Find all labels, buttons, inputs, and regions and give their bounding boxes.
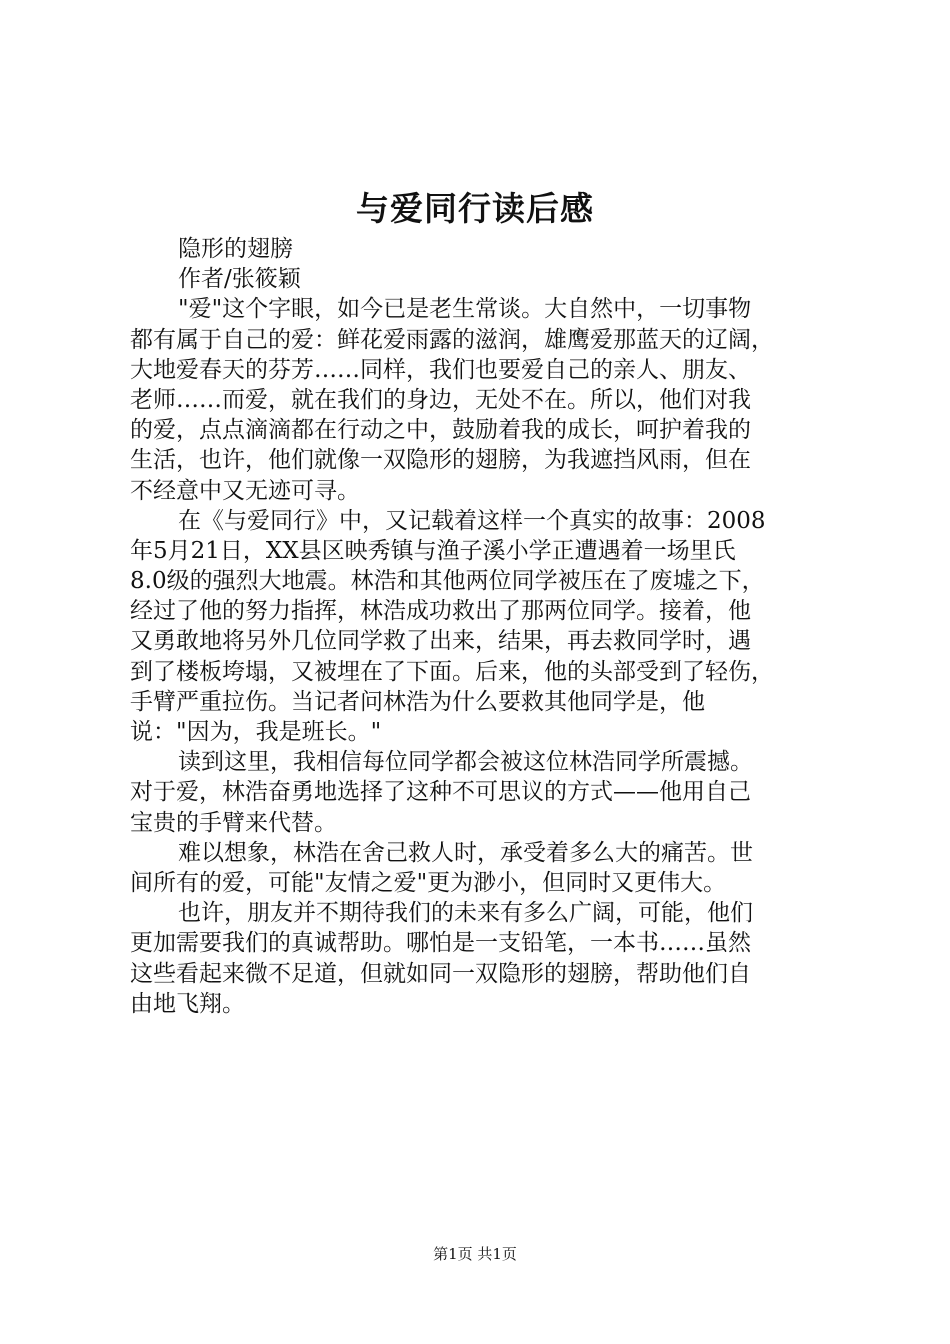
text-line: 老师……而爱，就在我们的身边，无处不在。所以，他们对我 [130,386,751,413]
text-line: "爱"这个字眼，如今已是老生常谈。大自然中，一切事物 [178,296,752,323]
text-line: 大地爱春天的芬芳……同样，我们也要爱自己的亲人、朋友、 [130,356,751,383]
text-line: 又勇敢地将另外几位同学救了出来，结果，再去救同学时，遇 [130,628,751,655]
text-line: 的爱，点点滴滴都在行动之中，鼓励着我的成长，呵护着我的 [130,417,751,444]
text-line: 到了楼板垮塌，又被埋在了下面。后来，他的头部受到了轻伤， [130,658,774,685]
text-line: 不经意中又无迹可寻。 [130,477,360,504]
text-line: 说："因为，我是班长。" [130,719,382,745]
text-line: 在《与爱同行》中，又记载着这样一个真实的故事：2008 [178,507,766,534]
page-footer: 第1页 共1页 [433,1245,517,1263]
text-line: 作者/张筱颖 [178,266,301,293]
text-line: 读到这里，我相信每位同学都会被这位林浩同学所震撼。 [178,749,753,776]
document-body [130,234,832,1019]
text-line: 宝贵的手臂来代替。 [130,809,337,836]
text-line: 更加需要我们的真诚帮助。哪怕是一支铅笔，一本书……虽然 [130,930,751,957]
text-line: 8.0级的强烈大地震。林浩和其他两位同学被压在了废墟之下， [130,568,765,595]
text-line: 隐形的翅膀 [178,236,293,262]
text-line: 对于爱，林浩奋勇地选择了这种不可思议的方式——他用自己 [130,779,751,806]
document-title: 与爱同行读后感 [356,189,594,228]
text-line: 年5月21日，XX县区映秀镇与渔子溪小学正遭遇着一场里氏 [130,537,736,564]
text-line: 由地飞翔。 [130,990,245,1017]
text-line: 难以想象，林浩在舍己救人时，承受着多么大的痛苦。世 [178,839,753,866]
text-line: 也许，朋友并不期待我们的未来有多么广阔，可能，他们 [178,900,753,927]
text-line: 经过了他的努力指挥，林浩成功救出了那两位同学。接着，他 [130,598,751,625]
text-line: 手臂严重拉伤。当记者问林浩为什么要救其他同学是，他 [130,688,705,715]
text-line: 这些看起来微不足道，但就如同一双隐形的翅膀，帮助他们自 [130,960,751,987]
text-line: 间所有的爱，可能"友情之爱"更为渺小，但同时又更伟大。 [130,869,727,896]
text-line: 生活，也许，他们就像一双隐形的翅膀，为我遮挡风雨，但在 [130,447,751,474]
text-line: 都有属于自己的爱：鲜花爱雨露的滋润，雄鹰爱那蓝天的辽阔， [130,326,774,353]
